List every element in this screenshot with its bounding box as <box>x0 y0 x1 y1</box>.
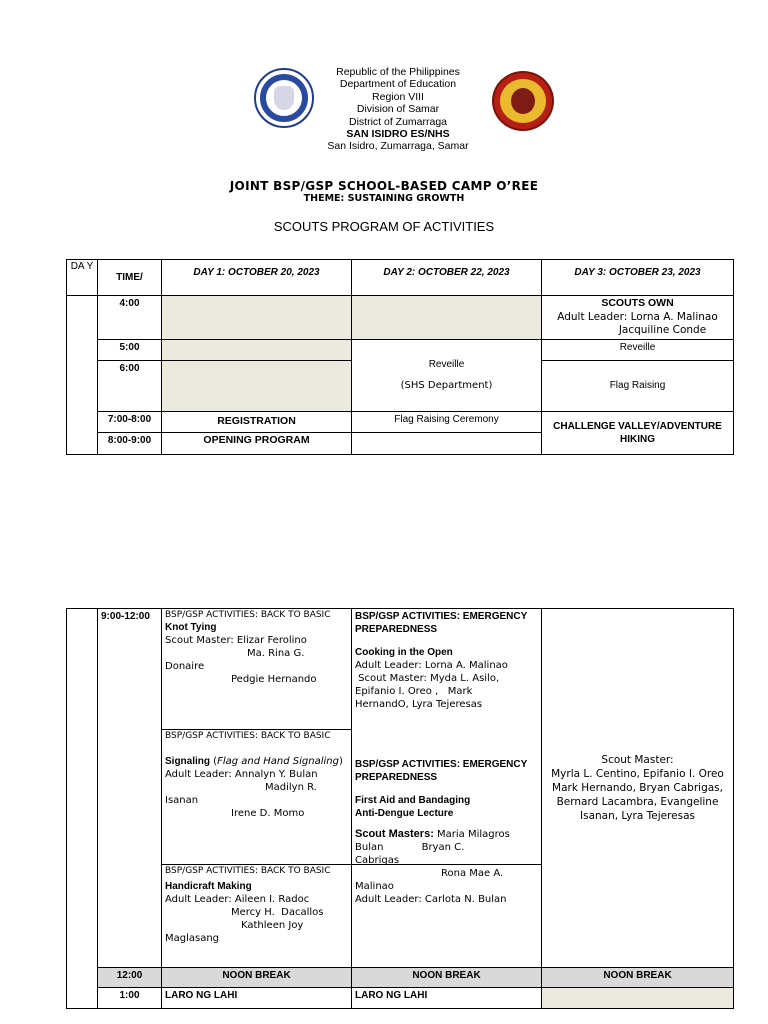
program-title: SCOUTS PROGRAM OF ACTIVITIES <box>273 219 495 234</box>
header-line: Division of Samar <box>356 103 440 116</box>
scout-masters-label: Scout Masters: <box>355 828 434 840</box>
letterhead <box>318 66 478 153</box>
activity-category: BSP/GSP ACTIVITIES: BACK TO BASIC <box>165 866 331 876</box>
day3-scout-masters-cell <box>542 609 734 968</box>
header-line: Region VIII <box>372 90 424 103</box>
laro-ng-lahi-cell: LARO NG LAHI <box>162 988 352 1009</box>
school-address: San Isidro, Zumarraga, Samar <box>327 140 469 153</box>
reveille-d3-cell: Reveille <box>542 339 734 360</box>
challenge-cell: CHALLENGE VALLEY/ADVENTURE HIKING <box>542 411 734 454</box>
activity-category: BSP/GSP ACTIVITIES: BACK TO BASIC <box>165 610 331 620</box>
flag-raising-cell: Flag Raising <box>542 360 734 411</box>
time-cell: 1:00 <box>98 988 162 1009</box>
scouts-own-name: Jacquiline Conde <box>618 324 707 336</box>
day-column-cell <box>67 296 98 455</box>
laro-ng-lahi-cell: LARO NG LAHI <box>352 988 542 1009</box>
leader-line: Rona Mae A. <box>441 868 504 879</box>
deped-seal-icon <box>254 68 314 128</box>
reveille-cell <box>352 339 542 411</box>
school-name: SAN ISIDRO ES/NHS <box>346 128 450 141</box>
activity-name: Knot Tying <box>165 622 217 633</box>
noon-break-cell: NOON BREAK <box>352 968 542 988</box>
scouts-own-title: SCOUTS OWN <box>601 297 674 309</box>
header-line: Department of Education <box>339 78 457 91</box>
empty-cell <box>352 296 542 340</box>
day-column-cell <box>67 609 98 1009</box>
activity-name: First Aid and Bandaging <box>355 795 471 806</box>
col-header-time: TIME/ <box>98 260 162 296</box>
activity-category: BSP/GSP ACTIVITIES: BACK TO BASIC <box>165 731 331 741</box>
leader-line: Isanan, Lyra Tejeresas <box>580 810 695 822</box>
leader-line: Maria Milagros <box>433 829 510 840</box>
flag-ceremony-cell: Flag Raising Ceremony <box>352 411 542 432</box>
leader-line: Maglasang <box>165 933 220 944</box>
leader-line: Adult Leader: Carlota N. Bulan <box>355 894 507 905</box>
header-line: Republic of the Philippines <box>336 66 460 78</box>
time-cell: 12:00 <box>98 968 162 988</box>
noon-break-cell: NOON BREAK <box>162 968 352 988</box>
leader-line: Irene D. Momo <box>231 808 305 819</box>
document-title: JOINT BSP/GSP SCHOOL-BASED CAMP O’REE <box>229 179 539 193</box>
schedule-table-1 <box>66 259 734 455</box>
leader-line: Pedgie Hernando <box>231 674 317 685</box>
knot-tying-cell <box>162 609 352 730</box>
time-cell: 4:00 <box>98 296 162 340</box>
col-header-day1: DAY 1: OCTOBER 20, 2023 <box>162 260 352 296</box>
leader-line: Isanan <box>165 795 199 806</box>
empty-cell <box>162 296 352 340</box>
leader-line: Donaire <box>165 661 205 672</box>
signaling-cell: BSP/GSP ACTIVITIES: BACK TO BASIC Signaling (Flag and Hand Signaling) Adult Leader: Annalyn Y. Bulan Madilyn R. Isanan Irene D. Momo <box>162 730 352 865</box>
leader-line: Adult Leader: Aileen I. Radoc <box>165 894 310 905</box>
leader-line: Scout Master: Elizar Ferolino <box>165 635 307 646</box>
leader-line: Cabrigas <box>355 855 400 866</box>
handicraft-cell <box>162 865 352 968</box>
document-theme: THEME: SUSTAINING GROWTH <box>303 193 465 204</box>
activity-name: Handicraft Making <box>165 881 252 892</box>
empty-cell <box>352 432 542 454</box>
activity-name: Cooking in the Open <box>355 647 453 658</box>
time-cell: 8:00-9:00 <box>98 432 162 454</box>
leader-line: Kathleen Joy <box>241 920 304 931</box>
leader-line: Scout Master: <box>601 754 674 766</box>
time-cell: 9:00-12:00 <box>98 609 162 968</box>
leader-line: HernandO, Lyra Tejeresas <box>355 699 483 710</box>
activity-note: Flag and Hand Signaling <box>217 756 339 767</box>
activity-category: BSP/GSP ACTIVITIES: EMERGENCY PREPAREDNESS <box>355 759 528 783</box>
leader-line: Scout Master: Myda L. Asilo, <box>355 673 500 684</box>
leader-line: Bulan Bryan C. <box>355 842 465 853</box>
time-cell: 6:00 <box>98 360 162 411</box>
leader-line: Epifanio I. Oreo , Mark <box>355 686 473 697</box>
col-header-day2: DAY 2: OCTOBER 22, 2023 <box>352 260 542 296</box>
opening-program-cell: OPENING PROGRAM <box>162 432 352 454</box>
col-header-day3: DAY 3: OCTOBER 23, 2023 <box>542 260 734 296</box>
leader-line: Adult Leader: Annalyn Y. Bulan <box>165 769 318 780</box>
leader-line: Malinao <box>355 881 394 892</box>
division-seal-icon <box>492 71 554 131</box>
time-cell: 7:00-8:00 <box>98 411 162 432</box>
scouts-own-cell <box>542 296 734 340</box>
leader-line: Adult Leader: Lorna A. Malinao <box>355 660 508 671</box>
time-cell: 5:00 <box>98 339 162 360</box>
first-aid-cell <box>352 759 542 968</box>
empty-cell <box>162 339 352 360</box>
empty-cell <box>542 988 734 1009</box>
empty-cell <box>162 360 352 411</box>
activity-name: Signaling <box>165 756 210 767</box>
leader-line: Ma. Rina G. <box>247 648 305 659</box>
activity-name: Anti-Dengue Lecture <box>355 808 454 819</box>
shs-department-text: (SHS Department) <box>400 380 493 391</box>
header-line: District of Zumarraga <box>348 115 448 128</box>
leader-line: Myrla L. Centino, Epifanio I. Oreo <box>551 768 724 780</box>
leader-line: Mark Hernando, Bryan Cabrigas, <box>552 782 723 794</box>
leader-line: Madilyn R. <box>265 782 317 793</box>
leader-line: Mercy H. Dacallos <box>231 907 324 918</box>
noon-break-cell: NOON BREAK <box>542 968 734 988</box>
reveille-text: Reveille <box>428 359 465 370</box>
registration-cell: REGISTRATION <box>162 411 352 432</box>
col-header-day: DA Y <box>67 260 98 296</box>
leader-line: Bernard Lacambra, Evangeline <box>556 796 719 808</box>
scouts-own-leader: Adult Leader: Lorna A. Malinao <box>557 310 718 323</box>
activity-category: BSP/GSP ACTIVITIES: EMERGENCY PREPAREDNESS <box>355 611 528 635</box>
schedule-table-2 <box>66 608 734 1009</box>
